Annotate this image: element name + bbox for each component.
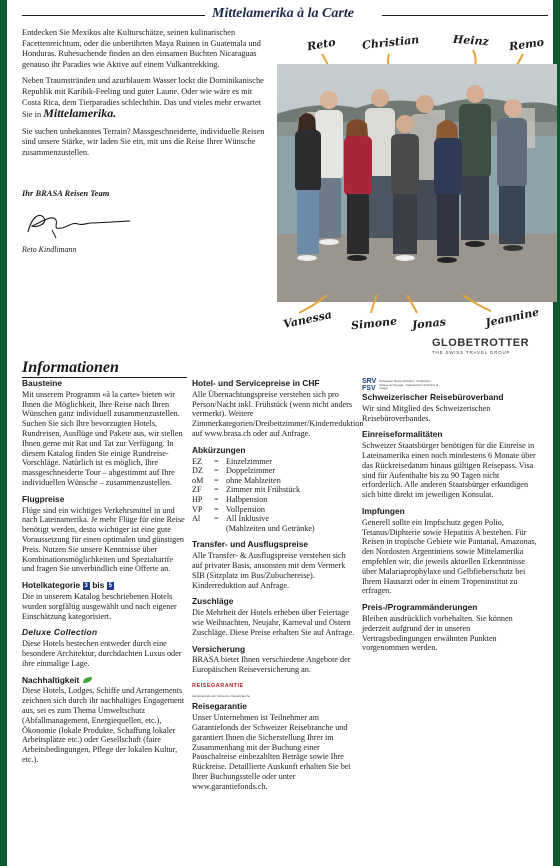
intro-paragraph-3: Sie suchen unbekanntes Terrain? Massgeschneiderte, individuelle Reisen sind unsere Stärke, wir laden Sie ein, mit uns die Reise Ihrer Wünsche zusammenzustellen. [22,126,265,157]
section-transfer [192,540,357,590]
section-preisaenderungen [362,603,537,653]
section-flugpreise [22,495,187,574]
team-name-simone: Simone [350,314,398,333]
section-text: Die Mehrheit der Hotels erheben über Feiertage wie Weihnachten, Neujahr, Karneval und Ostern Zuschläge. Diese Preise erhalten Sie auf Anfrage. [192,608,355,637]
section-text: Diese Hotels, Lodges, Schiffe und Arrangements zeichnen sich durch ihr nachhaltiges Engagement aus, sei es zum Thema Umweltschutz (Abfallmanagement, Energiequellen, etc.), Ökonomie (lokale Produkte, Schaffung lokaler Arbeitsplätze etc.) oder Gesellschaft (faire Arbeitsbedingungen, Pflege der lokalen Kultur, etc.). [22,686,185,764]
header-rule-right [382,15,548,16]
section-heading: Impfungen [362,505,405,516]
abbreviation-table [192,457,315,534]
section-heading: Versicherung [192,643,246,654]
intro-text [22,28,272,165]
hotel-category-badge-from: 3 [84,583,88,590]
team-name-christian: Christian [361,33,420,52]
team-name-jeannine: Jeannine [484,305,541,330]
hotelkategorie-label: Hotelkategorie [22,580,81,591]
section-heading [22,676,187,686]
table-row: DZ = Doppelzimmer [192,466,276,476]
section-heading: Hotel- und Servicepreise in CHF [192,378,320,388]
table-row: HP = Halbpension [192,494,268,504]
section-deluxe [22,628,187,668]
section-heading: Reisegarantie [192,701,247,712]
reisegarantie-logo-text: REISEGARANTIE [192,682,244,689]
section-text: Bleiben ausdrücklich vorbehalten. Sie können jederzeit aufgrund der in unseren Vertragsbedingungen erwähnten Punkten vorgenommen werden. [362,613,513,653]
team-name-jonas: Jonas [411,315,447,332]
table-row: VP = Vollpension [192,504,265,514]
section-heading: Einreiseformalitäten [362,429,443,440]
section-einreise [362,430,537,500]
info-column-3 [362,379,537,660]
table-row: (Mahlzeiten und Getränke) [226,523,315,533]
section-heading: Flugpreise [22,493,65,504]
section-hotelpreise [192,378,364,439]
section-impfungen [362,507,537,596]
hotel-category-badge-to: 5 [108,583,112,590]
table-row: Al = All Inklusive [192,514,269,524]
info-column-1 [22,379,187,772]
page-header [22,5,548,25]
intro-accent-destination: Mittelamerika. [43,106,117,121]
team-name-reto: Reto [306,35,337,54]
section-reisegarantie [192,682,357,792]
section-zuschlaege [192,597,357,637]
team-names-bottom [277,295,560,340]
section-heading: Preis-/Programmänderungen [362,602,478,613]
left-decorative-bar [0,0,7,866]
section-versicherung [192,645,357,675]
section-text: Generell sollte ein Impfschutz gegen Polio, Tetanus/Diphterie sowie Hepatitis A bestehen. Für Reisen in tropische Gebiete wie Pantanal, Amazonas, den Nordosten Argentiniens sowie Mittelamerika empfehlen wir, die jeweils aktuellen Erkenntnisse über Malariaprophylaxe und Gelbfieberschutz bei Ihrem Hausarzt oder in einem Tropeninstitut zu erfragen. [362,517,537,596]
logo-tagline: THE SWISS TRAVEL GROUP [432,350,511,355]
section-heading [22,581,187,591]
section-text: Wir sind Mitglied des Schweizerischen Reisebüroverbandes. [362,403,491,423]
hotelkategorie-bis: bis [92,580,105,591]
section-bausteine [22,379,187,488]
section-heading: Schweizerischer Reisebüroverband [362,392,504,402]
signer-name: Reto Kindlimann [22,245,77,254]
intro-paragraph-2 [22,76,272,120]
section-text: Schweizer Staatsbürger benötigen für die Einreise in Lateinamerika einen noch mindestens 6 Monate über das Rückreisedatum hinaus gültigen Reisepass. Visa sind für Aufenthalte bis zu 90 Tagen nicht erforderlich. Alle anderen Staatsbürger erkundigen sich bitte direkt im jeweiligen Konsulat. [362,441,536,500]
section-nachhaltigkeit [22,676,187,765]
leaf-icon [82,676,93,684]
info-heading: Informationen [22,359,119,376]
reisegarantie-logo [192,682,250,702]
section-text: Alle Transfer- & Ausflugspreise verstehen sich auf privater Basis, ansonsten mit dem Vermerk SIB (Sitzplatz im Bus/Zubuchereise). Kinderreduktion auf Anfrage. [192,551,346,590]
srv-logo-text: Schweizer Reise-Verband · Fédération Suisse du Voyage · Federazione Svizzera di Viaggi [379,379,439,391]
team-photo [277,64,557,302]
section-text: Unser Unternehmen ist Teilnehmer am Garantiefonds der Schweizer Reisebranche und garantiert Ihnen die Sicherstellung Ihrer im Zusammenhang mit der Buchung einer Pauschalreise einbezahlten Beträge sowie Ihre Rückreise. Detaillierte Auskunft erhalten Sie bei Ihrer Buchungsstelle oder unter www.garantiefonds.ch. [192,713,351,791]
section-text: BRASA bietet Ihnen verschiedene Angebote der Europäischen Reiseversicherung an. [192,655,351,675]
section-heading: Zuschläge [192,596,234,607]
info-column-2 [192,378,364,799]
section-text: Diese Hotels bestechen entweder durch eine besondere Architektur, durchdachten Luxus oder ihre einmalige Lage. [22,639,182,668]
srv-logo [362,379,537,392]
team-name-remo: Remo [508,35,545,54]
handwritten-signature [22,208,132,240]
team-name-heinz: Heinz [452,32,490,49]
section-heading: Bausteine [22,378,63,388]
section-hotelkategorie [22,581,187,621]
nachhaltigkeit-label: Nachhaltigkeit [22,674,80,685]
header-rule-left [22,15,205,16]
intro-paragraph-1: Entdecken Sie Mexikos alte Kulturschätze, seinen kulinarischen Facettenreichtum, oder die unberührten Maya Ruinen in Guatemala und Honduras. Ruhesuchende finden an den einsamen Buchten Nicaraguas genauso ihr Paradies wie Aktive auf einem Vulkantrekking. [22,28,261,69]
table-row: oM = ohne Mahlzeiten [192,475,281,485]
page-title: Mittelamerika à la Carte [212,6,354,21]
globetrotter-logo [432,337,532,355]
section-text: Mit unserem Programm «à la carte» bieten wir Ihnen die Möglichkeit, Ihre Reise nach Ihren Wünschen ganz individuell zusammenzustellen. Suchen Sie sich Ihre bevorzugten Hotels, Rundreisen, Ausflüge und Pakete aus, wir stellen Ihnen gerne mit Rat und Tat zur Verfügung. In diesem Katalog finden Sie einige Rundreise-Vorschläge. Natürlich ist es möglich, Ihre massgeschneiderte Tour – abgestimmt auf Ihre individuellen Wünsche – zusammenzustellen. [22,389,183,487]
table-row: EZ = Einzelzimmer [192,456,272,466]
team-names-top [277,28,560,68]
section-heading: Transfer- und Ausflugspreise [192,539,309,550]
section-text: Flüge sind ein wichtiges Verkehrsmittel in und nach Lateinamerika. Je mehr Flüge für eine Reise benötigt werden, desto wichtiger ist eine gute Voraussetzung für einen optimalen und günstigen Preis. Nutzen Sie unsere Kenntnisse über Kombinationsmöglichkeiten und Spezialtarife und fragen Sie unverbindlich eine Offerte an. [22,505,185,574]
section-text: Alle Übernachtungspreise verstehen sich pro Person/Nacht inkl. Frühstück (wenn nicht anders vermerkt). Weitere Zimmerkategorien/Dreibettzimmer/Kinderreduktion auf www.brasa.ch oder auf Anfrage. [192,389,364,438]
section-abkuerzungen [192,446,357,534]
section-srv [362,379,537,423]
signoff-team: Ihr BRASA Reisen Team [22,188,110,198]
reisegarantie-logo-subtext: Garantiefonds der Schweizer Reisebranche [192,693,251,698]
team-name-vanessa: Vanessa [282,308,333,331]
deluxe-collection-label: Deluxe Collection [22,627,98,638]
table-row: ZF = Zimmer mit Frühstück [192,485,301,495]
srv-mark: SRV FSV [362,378,377,392]
logo-brand: GLOBETROTTER [432,337,530,349]
section-heading: Abkürzungen [192,444,246,455]
section-text: Die in unserem Katalog beschriebenen Hotels wurden sorgfältig ausgewählt und nach eigener Einschätzung kategorisiert. [22,591,177,621]
name-arrows-top [277,28,560,68]
intro-paragraph-2-text: Neben Traumstränden und azurblauem Wasser lockt die Dominikanische Republik mit Karibik-Feeling und guter Laune. Oder wie wäre es mit Costa Rica, dem Tierparadies schlechthin. Das und vieles mehr erwartet Sie in [22,76,264,120]
